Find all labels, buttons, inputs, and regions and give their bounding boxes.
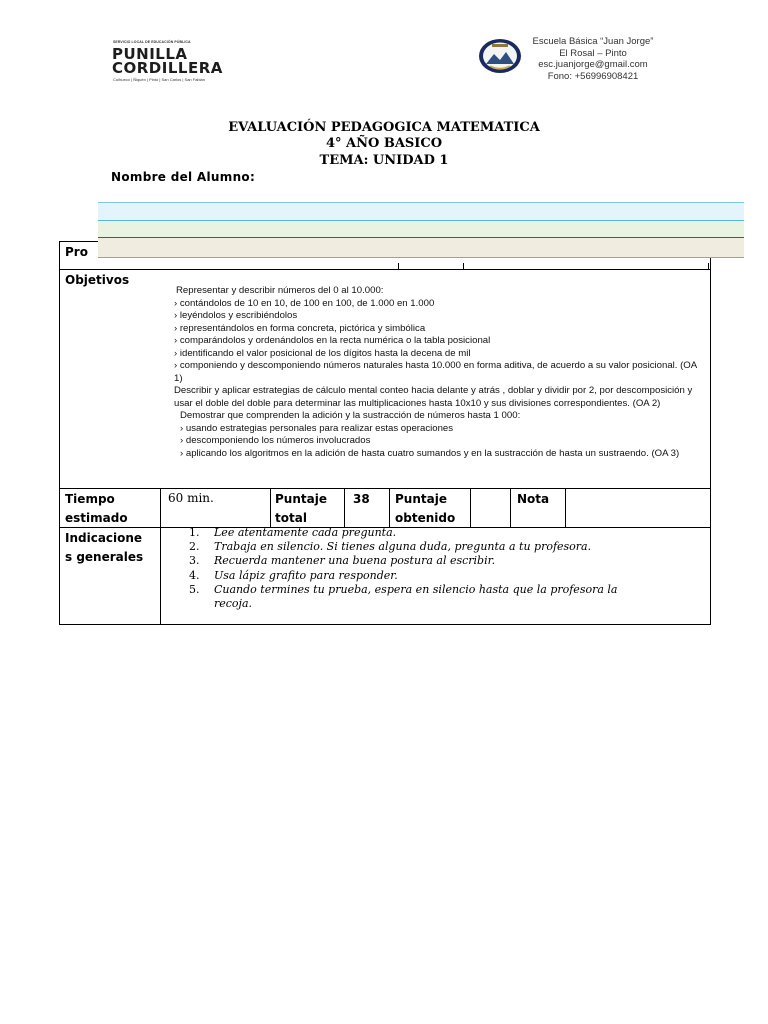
- school-crest-icon: [478, 38, 522, 74]
- doc-topic: TEMA: UNIDAD 1: [319, 153, 449, 168]
- indicaciones-label-1: Indicacione: [65, 531, 143, 545]
- objetivo-line: › usando estrategias personales para realizar estas operaciones: [180, 422, 454, 434]
- puntaje-obtenido-label-1: Puntaje: [395, 492, 447, 506]
- student-name-label: Nombre del Alumno:: [111, 170, 256, 184]
- logo-service-text: SERVICIO LOCAL DE EDUCACIÓN PÚBLICA: [113, 40, 191, 44]
- tiempo-label-2: estimado: [65, 511, 128, 525]
- profesor-label: Pro: [65, 245, 88, 259]
- puntaje-total-label-1: Puntaje: [275, 492, 327, 506]
- objetivo-line: Describir y aplicar estrategias de cálculo mental conteo hacia delante y atrás , doblar y dividir por 2, por descomposición y usar el doble del doble para determinar las multiplicaciones hasta 10x10 y sus divisiones correspondientes. (OA 2): [174, 385, 693, 409]
- nota-label: Nota: [517, 492, 550, 506]
- indicaciones-list: [161, 526, 641, 611]
- puntaje-total-label-2: total: [275, 511, 307, 525]
- school-info: [528, 36, 658, 82]
- objetivo-line: › leyéndolos y escribiéndolos: [174, 310, 298, 321]
- objetivo-line: › aplicando los algoritmos en la adición de hasta cuatro sumandos y en la sustracción de hasta un sustraendo. (OA 3): [180, 447, 680, 459]
- objetivo-line: › descomponiendo los números involucrados: [180, 435, 371, 446]
- indicacion-item: 4. Usa lápiz grafito para responder.: [189, 568, 398, 582]
- doc-title: EVALUACIÓN PEDAGOGICA MATEMATICA: [228, 120, 540, 135]
- school-location: El Rosal – Pinto: [559, 47, 627, 59]
- objetivo-line: › representándolos en forma concreta, pictórica y simbólica: [174, 322, 426, 334]
- doc-grade: 4° AÑO BASICO: [325, 136, 443, 151]
- indicacion-item: 1. Lee atentamente cada pregunta.: [189, 526, 397, 539]
- logo-word-punilla: PUNILLA: [112, 45, 188, 63]
- logo-communes: Coihueco | Ñiquén | Pinto | San Carlos | San Fabián: [113, 77, 205, 82]
- punilla-cordillera-logo: [110, 40, 250, 85]
- tiempo-value: 60 min.: [168, 491, 214, 505]
- logo-word-cordillera: CORDILLERA: [112, 59, 223, 77]
- puntaje-obtenido-label-2: obtenido: [395, 511, 456, 525]
- school-email: esc.juanjorge@gmail.com: [538, 59, 648, 70]
- profesor-field[interactable]: [98, 237, 744, 258]
- tiempo-label-1: Tiempo: [65, 492, 115, 506]
- indicaciones-label-2: s generales: [65, 550, 144, 564]
- indicacion-item: 5. Cuando termines tu prueba, espera en silencio hasta que la profesora la recoja.: [189, 582, 618, 611]
- objetivo-line: › identificando el valor posicional de los dígitos hasta la decena de mil: [174, 347, 471, 359]
- school-name: Escuela Básica “Juan Jorge”: [532, 36, 654, 47]
- evaluation-table: [59, 241, 711, 625]
- objetivo-line: Representar y describir números del 0 al 10.000:: [176, 285, 384, 296]
- student-name-field-line2[interactable]: [98, 221, 744, 238]
- objetivo-line: › componiendo y descomponiendo números naturales hasta 10.000 en forma aditiva, de acuerdo a su valor posicional. (OA 1): [174, 360, 697, 384]
- objetivos-label: Objetivos: [65, 273, 130, 287]
- puntaje-total-value: 38: [353, 492, 370, 506]
- objetivo-line: › contándolos de 10 en 10, de 100 en 100, de 1.000 en 1.000: [174, 297, 435, 309]
- objetivo-line: › comparándolos y ordenándolos en la recta numérica o la tabla posicional: [174, 335, 491, 346]
- school-phone: Fono: +56996908421: [547, 70, 639, 82]
- indicacion-item: 2. Trabaja en silencio. Si tienes alguna duda, pregunta a tu profesora.: [189, 540, 592, 554]
- objetivo-line: Demostrar que comprenden la adición y la sustracción de números hasta 1 000:: [180, 410, 521, 421]
- indicacion-item: 3. Recuerda mantener una buena postura al escribir.: [189, 554, 496, 568]
- objetivos-content: [174, 285, 704, 460]
- student-name-field[interactable]: [98, 202, 744, 221]
